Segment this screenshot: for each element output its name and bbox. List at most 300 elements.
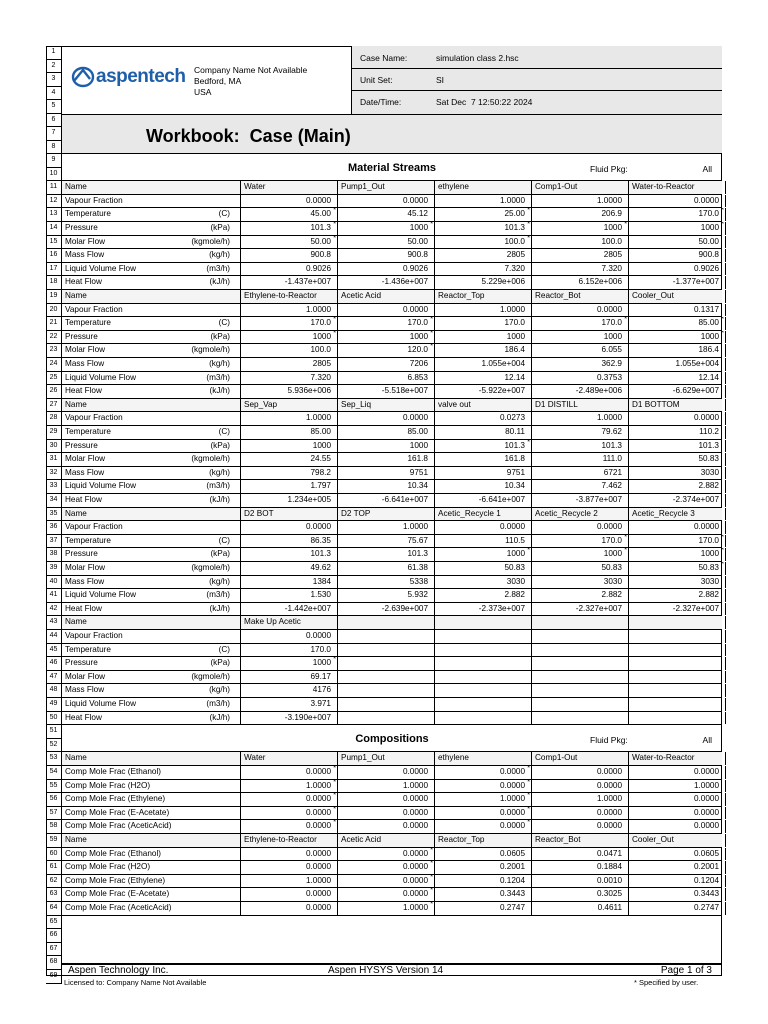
property-name — [62, 440, 241, 453]
logo-text: aspentech — [96, 66, 186, 87]
value: 0.2001 — [499, 862, 525, 872]
value: 100.0 — [504, 236, 525, 246]
value: 7.320 — [601, 263, 622, 273]
value: 0.2001 — [693, 862, 719, 872]
row-number: 52 — [46, 739, 62, 753]
value-cell — [532, 671, 629, 684]
property-label: Vapour Fraction — [65, 522, 123, 532]
property-label: Molar Flow — [65, 236, 106, 246]
property-label: Comp Mole Frac (Ethanol) — [65, 767, 162, 776]
row-number: 36 — [46, 521, 62, 535]
value-cell — [338, 644, 435, 657]
value-cell — [435, 317, 532, 330]
user-specified-marker: * — [333, 235, 336, 242]
value: 1.0000 — [596, 195, 622, 205]
property-label: Temperature — [65, 318, 111, 328]
property-unit: (kPa) — [210, 331, 230, 341]
property-unit: (kJ/h) — [209, 386, 230, 396]
row-number: 20 — [46, 304, 62, 318]
value: 0.3753 — [596, 372, 622, 382]
property-name — [62, 793, 241, 806]
value: 50.83 — [601, 563, 622, 572]
value-cell — [241, 331, 338, 344]
property-name — [62, 603, 241, 616]
value-cell — [532, 684, 629, 697]
user-specified-marker: * — [527, 208, 530, 215]
row-number: 17 — [46, 263, 62, 277]
value-cell — [435, 861, 532, 874]
property-label: Name — [65, 753, 87, 763]
value: -2.374e+007 — [672, 495, 719, 504]
row-number: 22 — [46, 331, 62, 345]
value-cell — [241, 875, 338, 888]
value: 1.0000 — [596, 413, 622, 423]
user-specified-marker: * — [624, 548, 627, 555]
value-cell — [532, 358, 629, 371]
value: 80.11 — [505, 427, 525, 436]
value-cell — [338, 440, 435, 453]
property-label: Mass Flow — [65, 250, 105, 260]
user-specified-marker: * — [721, 208, 724, 215]
row-number: 27 — [46, 399, 62, 413]
value: 79.62 — [601, 427, 622, 436]
value-cell — [435, 902, 532, 915]
value-cell — [435, 807, 532, 820]
stream-name: Water — [241, 752, 338, 765]
value-cell — [629, 195, 726, 208]
user-specified-marker: * — [527, 793, 530, 800]
value-cell — [338, 195, 435, 208]
property-row — [62, 480, 722, 494]
property-label: Pressure — [65, 331, 98, 341]
value-cell — [435, 304, 532, 317]
value: 0.0000 — [693, 195, 719, 205]
stream-name: Reactor_Bot — [532, 290, 629, 303]
value-cell — [338, 684, 435, 697]
row-number: 30 — [46, 440, 62, 454]
value-cell — [629, 453, 726, 466]
value-cell — [338, 372, 435, 385]
value-cell — [338, 902, 435, 915]
row-number: 58 — [46, 820, 62, 834]
value-cell — [629, 576, 726, 589]
property-label: Heat Flow — [65, 712, 102, 722]
stream-name-row — [62, 181, 722, 195]
value: 0.0000 — [402, 794, 428, 804]
value: 170.0 — [407, 318, 428, 328]
value-cell — [532, 276, 629, 289]
row-number: 61 — [46, 861, 62, 875]
value-cell — [241, 902, 338, 915]
value: 0.3443 — [693, 889, 719, 899]
value: 1.0000 — [402, 522, 428, 532]
row-number: 46 — [46, 657, 62, 671]
value: 170.0 — [698, 535, 719, 545]
row-number: 34 — [46, 494, 62, 508]
value: 0.0000 — [596, 807, 622, 817]
workbook-title-band — [62, 114, 722, 154]
property-unit: (m3/h) — [206, 481, 230, 491]
stream-name: Cooler_Out — [629, 290, 726, 303]
value: 9751 — [409, 467, 428, 477]
property-label: Molar Flow — [65, 671, 106, 681]
value-cell — [241, 426, 338, 439]
value: 170.0 — [698, 209, 719, 219]
value-cell — [338, 671, 435, 684]
value: 0.0000 — [693, 807, 719, 817]
value-cell — [532, 848, 629, 861]
value-cell — [241, 535, 338, 548]
stream-name: valve out — [435, 399, 532, 412]
value: 3030 — [700, 467, 719, 477]
property-label: Name — [65, 835, 87, 844]
stream-name: ethylene — [435, 181, 532, 194]
value-cell — [338, 331, 435, 344]
row-number: 62 — [46, 875, 62, 889]
value: 7206 — [409, 359, 428, 368]
row-number: 54 — [46, 766, 62, 780]
value: -6.641e+007 — [478, 495, 525, 504]
value-cell — [338, 249, 435, 262]
row-number: 42 — [46, 603, 62, 617]
value: 1.797 — [310, 481, 331, 491]
row-number: 24 — [46, 358, 62, 372]
value: 86.35 — [310, 535, 331, 545]
row-number: 44 — [46, 630, 62, 644]
property-label: Comp Mole Frac (AceticAcid) — [65, 903, 172, 912]
property-row — [62, 861, 722, 875]
value-cell — [629, 766, 726, 779]
property-label: Name — [65, 182, 87, 192]
value-cell — [338, 712, 435, 725]
value-cell — [241, 480, 338, 493]
property-row — [62, 317, 722, 331]
compositions-section-header — [62, 725, 722, 752]
property-row — [62, 412, 722, 426]
value-cell — [435, 358, 532, 371]
stream-name: Pump1_Out — [338, 752, 435, 765]
user-specified-marker: * — [430, 888, 433, 895]
value: 111.0 — [602, 454, 622, 464]
value-cell — [435, 412, 532, 425]
user-specified-marker: * — [333, 793, 336, 800]
value: 0.0000 — [693, 821, 719, 831]
value: 45.00 — [310, 209, 331, 219]
property-unit: (kg/h) — [209, 685, 230, 695]
property-name — [62, 385, 241, 398]
value-cell — [338, 276, 435, 289]
value-cell — [629, 780, 726, 793]
value-cell — [532, 480, 629, 493]
value-cell — [338, 562, 435, 575]
property-label: Mass Flow — [65, 685, 105, 695]
value: 0.0000 — [693, 767, 719, 776]
value: 24.55 — [310, 454, 331, 464]
value: 100.0 — [310, 345, 331, 355]
value-cell — [629, 888, 726, 901]
value-cell — [629, 603, 726, 616]
value: 0.1204 — [693, 875, 719, 885]
value: 1.0000 — [596, 794, 622, 804]
property-label: Pressure — [65, 549, 98, 559]
stream-name: Water-to-Reactor — [629, 181, 726, 194]
row-number: 12 — [46, 195, 62, 209]
value: 1.0000 — [305, 413, 331, 423]
property-label: Vapour Fraction — [65, 304, 123, 314]
value: 1384 — [312, 576, 331, 586]
value-cell — [338, 344, 435, 357]
value-cell — [241, 440, 338, 453]
property-name — [62, 467, 241, 480]
value-cell — [629, 902, 726, 915]
value: -5.922e+007 — [478, 386, 525, 396]
value: 3030 — [603, 576, 622, 586]
property-unit: (kJ/h) — [209, 712, 230, 722]
value: 161.8 — [504, 454, 525, 464]
property-label: Heat Flow — [65, 277, 102, 287]
property-unit: (C) — [218, 535, 230, 545]
value-cell — [629, 249, 726, 262]
value-cell — [338, 888, 435, 901]
property-row — [62, 875, 722, 889]
value: 1.0000 — [499, 195, 525, 205]
stream-name-row — [62, 290, 722, 304]
value: -3.877e+007 — [575, 495, 622, 504]
value: 1000 — [700, 331, 719, 341]
row-number: 65 — [46, 916, 62, 930]
value-cell — [435, 494, 532, 507]
value: 186.4 — [504, 345, 525, 355]
value-cell — [241, 644, 338, 657]
stream-name: Acetic Acid — [338, 290, 435, 303]
value-cell — [435, 208, 532, 221]
value: 0.0000 — [305, 794, 331, 804]
stream-name: Sep_Liq — [338, 399, 435, 412]
user-specified-marker: * — [721, 548, 724, 555]
footer-company: Aspen Technology Inc. — [68, 965, 169, 976]
property-label: Vapour Fraction — [65, 631, 123, 640]
property-name — [62, 412, 241, 425]
row-number: 6 — [46, 114, 62, 127]
value: 2.882 — [698, 481, 719, 491]
stream-name-row — [62, 834, 722, 848]
value-cell — [532, 698, 629, 711]
row-number: 4 — [46, 87, 62, 101]
value-cell — [532, 494, 629, 507]
value-cell — [532, 712, 629, 725]
value: 1000 — [700, 223, 719, 232]
value-cell — [532, 807, 629, 820]
property-row — [62, 793, 722, 807]
stream-name: Make Up Acetic — [241, 616, 338, 629]
stream-name-row — [62, 508, 722, 522]
row-number: 21 — [46, 317, 62, 331]
row-number: 68 — [46, 956, 62, 970]
value-cell — [629, 820, 726, 833]
value: 0.0605 — [499, 848, 525, 858]
value: 5.936e+006 — [287, 386, 331, 396]
value: 170.0 — [310, 318, 331, 328]
user-specified-marker: * — [333, 820, 336, 827]
value-cell — [629, 440, 726, 453]
user-specified-marker: * — [527, 439, 530, 446]
value-cell — [435, 630, 532, 643]
property-row — [62, 195, 722, 209]
value: 900.8 — [310, 250, 331, 260]
row-number: 59 — [46, 834, 62, 848]
value-cell — [338, 630, 435, 643]
value-cell — [241, 453, 338, 466]
value: 1000 — [603, 223, 622, 232]
property-name — [62, 848, 241, 861]
value-cell — [532, 521, 629, 534]
value-cell — [532, 657, 629, 670]
row-number: 47 — [46, 671, 62, 685]
value: 1.0000 — [305, 304, 331, 314]
property-label: Molar Flow — [65, 345, 106, 355]
property-name — [62, 453, 241, 466]
property-name — [62, 712, 241, 725]
value: 170.0 — [504, 318, 525, 328]
value: 0.0000 — [402, 304, 428, 314]
aspentech-logo — [70, 66, 185, 88]
stream-name: Water — [241, 181, 338, 194]
value: 5338 — [409, 576, 428, 586]
value-cell — [435, 644, 532, 657]
value-cell — [338, 385, 435, 398]
property-row — [62, 902, 722, 916]
value: 101.3 — [310, 549, 331, 559]
property-label: Molar Flow — [65, 454, 106, 464]
user-specified-marker: * — [624, 534, 627, 541]
property-name — [62, 589, 241, 602]
value: 25.00 — [504, 209, 525, 219]
property-unit: (m3/h) — [206, 590, 230, 600]
property-unit: (kgmole/h) — [191, 454, 230, 464]
value-cell — [532, 562, 629, 575]
row-number: 5 — [46, 100, 62, 114]
property-row — [62, 644, 722, 658]
value-cell — [435, 480, 532, 493]
value: 45.12 — [407, 209, 428, 219]
property-name — [62, 888, 241, 901]
value: -1.437e+007 — [284, 277, 331, 287]
value: 101.3 — [407, 549, 428, 559]
property-label: Vapour Fraction — [65, 413, 123, 423]
value-cell — [338, 848, 435, 861]
value-cell — [629, 807, 726, 820]
value: 0.9026 — [305, 263, 331, 273]
material-streams-section-title: Material Streams — [347, 162, 437, 174]
property-row — [62, 236, 722, 250]
value: 10.34 — [504, 481, 525, 491]
value: 0.0000 — [499, 807, 525, 817]
value-cell — [629, 344, 726, 357]
property-name — [62, 195, 241, 208]
stream-name: Acetic Acid — [338, 834, 435, 847]
property-label: Comp Mole Frac (H2O) — [65, 862, 151, 872]
value: 0.2747 — [693, 903, 719, 912]
row-number: 16 — [46, 249, 62, 263]
row-number: 37 — [46, 535, 62, 549]
row-number: 26 — [46, 385, 62, 399]
row-number: 50 — [46, 712, 62, 726]
header-block — [46, 46, 722, 114]
value-cell — [629, 875, 726, 888]
value-cell — [241, 603, 338, 616]
compositions-section-title: Compositions — [355, 733, 429, 746]
property-name — [62, 494, 241, 507]
fluid-pkg-value: All — [702, 735, 712, 746]
value: 85.00 — [407, 427, 428, 436]
value-cell — [338, 589, 435, 602]
property-name — [62, 358, 241, 371]
value-cell — [532, 576, 629, 589]
case-name-value: simulation class 2.hsc — [436, 53, 519, 63]
value: 1000 — [312, 440, 331, 450]
property-label: Heat Flow — [65, 495, 102, 504]
property-unit: (C) — [218, 209, 230, 219]
value: 0.0273 — [499, 413, 525, 423]
value-cell — [435, 385, 532, 398]
value: 1.530 — [310, 590, 331, 600]
value-cell — [532, 888, 629, 901]
property-row — [62, 535, 722, 549]
workbook-title: Workbook: Case (Main) — [146, 126, 351, 146]
value: 6.055 — [601, 345, 622, 355]
value-cell — [241, 807, 338, 820]
property-unit: (m3/h) — [206, 699, 230, 708]
property-name — [62, 222, 241, 235]
value-cell — [435, 698, 532, 711]
value: 1.0000 — [693, 780, 719, 790]
property-unit: (m3/h) — [206, 372, 230, 382]
value-cell — [532, 236, 629, 249]
property-unit: (kgmole/h) — [191, 671, 230, 681]
value: -1.442e+007 — [284, 603, 331, 613]
stream-name: Reactor_Bot — [532, 834, 629, 847]
user-specified-marker: * — [333, 766, 336, 772]
value-cell — [338, 807, 435, 820]
row-number: 45 — [46, 644, 62, 658]
user-specified-marker: * — [527, 806, 530, 813]
value-cell — [435, 467, 532, 480]
value-cell — [435, 236, 532, 249]
value: 1000 — [409, 223, 428, 232]
value: 1.0000 — [499, 794, 525, 804]
name-label — [62, 834, 241, 847]
row-number: 19 — [46, 290, 62, 304]
value-cell — [241, 548, 338, 561]
name-label — [62, 399, 241, 412]
property-row — [62, 603, 722, 617]
value-cell — [532, 372, 629, 385]
value: -2.639e+007 — [381, 603, 428, 613]
value-cell — [241, 304, 338, 317]
user-specified-marker: * — [333, 779, 336, 786]
property-row — [62, 671, 722, 685]
value-cell — [532, 902, 629, 915]
value: 1.055e+004 — [481, 359, 525, 368]
value: 49.62 — [310, 563, 331, 572]
property-unit: (C) — [218, 644, 230, 654]
user-specified-marker: * — [721, 534, 724, 541]
value-cell — [338, 521, 435, 534]
value-cell — [338, 875, 435, 888]
value-cell — [532, 861, 629, 874]
value-cell — [435, 372, 532, 385]
property-name — [62, 630, 241, 643]
